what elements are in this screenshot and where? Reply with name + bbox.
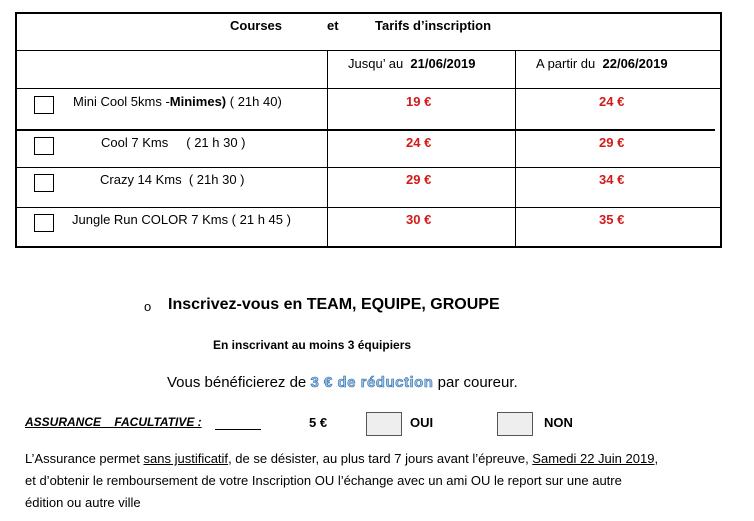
- table-divider: [15, 50, 722, 51]
- table-divider: [15, 207, 722, 208]
- paragraph-text: , de se désister, au plus tard 7 jours avant l’épreuve,: [228, 451, 533, 466]
- insurance-paragraph-line1: [25, 451, 658, 466]
- insurance-underline: [215, 429, 261, 430]
- column-header-date: 21/06/2019: [410, 56, 476, 71]
- table-title-et: et: [327, 18, 339, 33]
- team-benefit: [167, 374, 518, 391]
- course-label-bold: Minimes): [169, 94, 227, 109]
- insurance-non-label: NON: [544, 415, 573, 430]
- paragraph-text: L’Assurance permet: [25, 451, 144, 466]
- table-title-tarifs: Tarifs d’inscription: [375, 18, 492, 33]
- insurance-label: ASSURANCE FACULTATIVE :: [25, 415, 202, 429]
- insurance-non-checkbox[interactable]: [497, 412, 533, 436]
- course-checkbox[interactable]: [34, 96, 54, 114]
- table-divider: [15, 88, 722, 89]
- table-title-courses: Courses: [230, 18, 283, 33]
- price-after: 35 €: [599, 212, 625, 227]
- course-checkbox[interactable]: [34, 214, 54, 232]
- paragraph-underlined: Samedi 22 Juin 2019: [532, 451, 655, 466]
- insurance-paragraph-line2: et d’obtenir le remboursement de votre Inscription OU l’échange avec un ami OU le report sur une autre: [25, 473, 622, 488]
- price-before: 29 €: [406, 172, 432, 187]
- course-checkbox[interactable]: [34, 174, 54, 192]
- price-before: 30 €: [406, 212, 432, 227]
- price-after: 29 €: [599, 135, 625, 150]
- column-header-date: 22/06/2019: [602, 56, 668, 71]
- column-header-before: [348, 56, 475, 71]
- bullet-marker: o: [144, 299, 152, 314]
- price-after: 24 €: [599, 94, 625, 109]
- table-divider: [15, 129, 715, 131]
- course-label: Crazy 14 Kms ( 21h 30 ): [100, 172, 245, 187]
- insurance-price: 5 €: [309, 415, 328, 430]
- team-subtitle: En inscrivant au moins 3 équipiers: [213, 338, 412, 352]
- column-header-prefix: Jusqu’ au: [348, 56, 404, 71]
- course-label-part: Mini Cool 5kms -: [73, 94, 170, 109]
- insurance-oui-label: OUI: [410, 415, 434, 430]
- benefit-text: Vous bénéficierez de: [167, 374, 311, 391]
- insurance-paragraph-line3: édition ou autre ville: [25, 495, 141, 510]
- table-divider: [15, 167, 722, 168]
- course-label: Jungle Run COLOR 7 Kms ( 21 h 45 ): [72, 212, 291, 227]
- discount-highlight: 3 € de réduction: [310, 374, 434, 391]
- team-heading: Inscrivez-vous en TEAM, EQUIPE, GROUPE: [168, 296, 500, 313]
- column-header-prefix: A partir du: [536, 56, 596, 71]
- course-label: Cool 7 Kms ( 21 h 30 ): [101, 135, 246, 150]
- course-label-part: ( 21h 40): [226, 94, 282, 109]
- price-after: 34 €: [599, 172, 625, 187]
- price-before: 24 €: [406, 135, 432, 150]
- table-column-divider: [327, 50, 328, 247]
- paragraph-text: ,: [654, 451, 659, 466]
- table-column-divider: [515, 50, 516, 247]
- course-checkbox[interactable]: [34, 137, 54, 155]
- column-header-after: [536, 56, 668, 71]
- paragraph-underlined: sans justificatif: [143, 451, 229, 466]
- course-label: [73, 94, 282, 109]
- price-before: 19 €: [406, 94, 432, 109]
- benefit-text: par coureur.: [433, 374, 518, 391]
- insurance-oui-checkbox[interactable]: [366, 412, 402, 436]
